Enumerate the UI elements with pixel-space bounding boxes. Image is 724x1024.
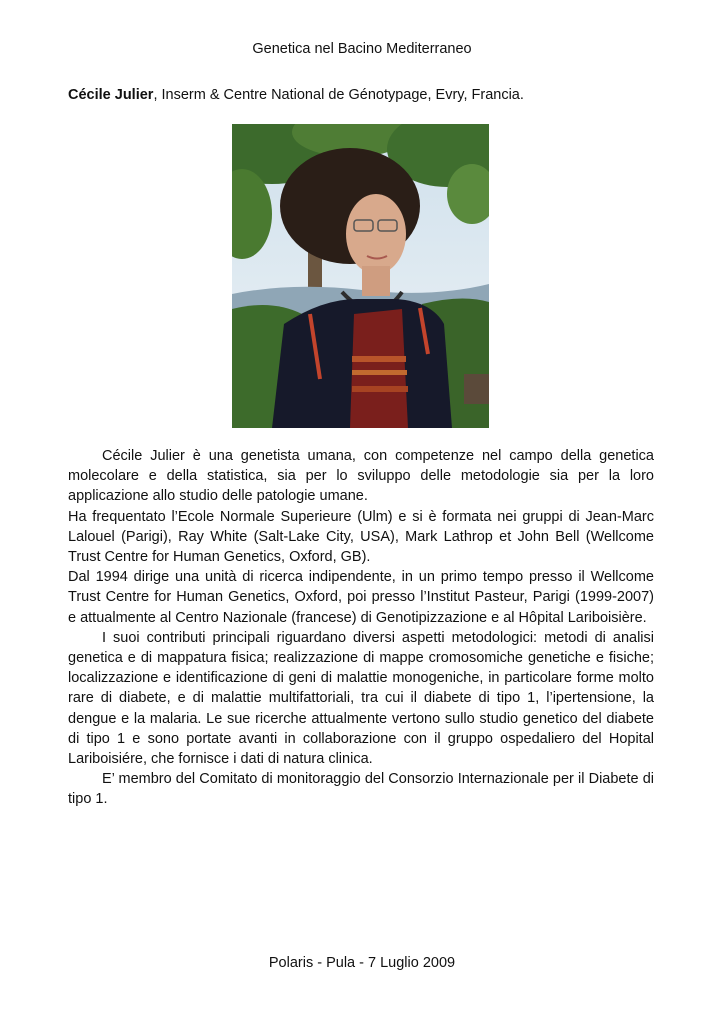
paragraph: Ha frequentato l’Ecole Normale Superieure (Ulm) e si è formata nei gruppi di Jean-Marc Lalouel (Parigi), Ray White (Salt-Lake City, USA), Mark Lathrop et John Bell (Wellcome Trust Centre for Human Genetics, Oxford, GB). [68,508,654,566]
page-footer: Polaris - Pula - 7 Luglio 2009 [268,955,456,971]
biography-text [68,446,654,810]
paragraph: Dal 1994 dirige una unità di ricerca indipendente, in un primo tempo presso il Wellcome Trust Centre for Human Genetics, Oxford, poi presso l’Institut Pasteur, Parigi (1999-2007) e attualmente al Centro Nazionale (francese) di Genotipizzazione e al Hôpital Lariboisière. [68,569,654,626]
paragraph: Cécile Julier è una genetista umana, con competenze nel campo della genetica molecolare e della statistica, sia per lo sviluppo delle metodologie sia per la loro applicazione allo studio delle patologie umane. [68,448,654,505]
author-name: Cécile Julier [68,87,154,103]
portrait-photo [232,124,489,428]
page-header: Genetica nel Bacino Mediterraneo [252,41,472,57]
author-line [68,87,524,103]
paragraph: I suoi contributi principali riguardano diversi aspetti metodologici: metodi di analisi genetica e di mappatura fisica; realizzazione di mappe cromosomiche genetiche e fisiche; localizzazione e identificazione di geni di malattie monogeniche, in particolare forme molto rare di diabete, e di malattie multifattoriali, tra cui il diabete di tipo 1, l’ipertensione, la dengue e la malaria. Le sue ricerche attualmente vertono sullo studio genetico del diabete di tipo 1 e sono portate avanti in collaborazione con il gruppo ospedaliero del Hopital Lariboisiére, che fornisce i dati di natura clinica. [68,629,654,768]
paragraph: E’ membro del Comitato di monitoraggio del Consorzio Internazionale per il Diabete di tipo 1. [68,771,654,808]
author-affiliation: , Inserm & Centre National de Génotypage, Evry, Francia. [153,87,524,103]
